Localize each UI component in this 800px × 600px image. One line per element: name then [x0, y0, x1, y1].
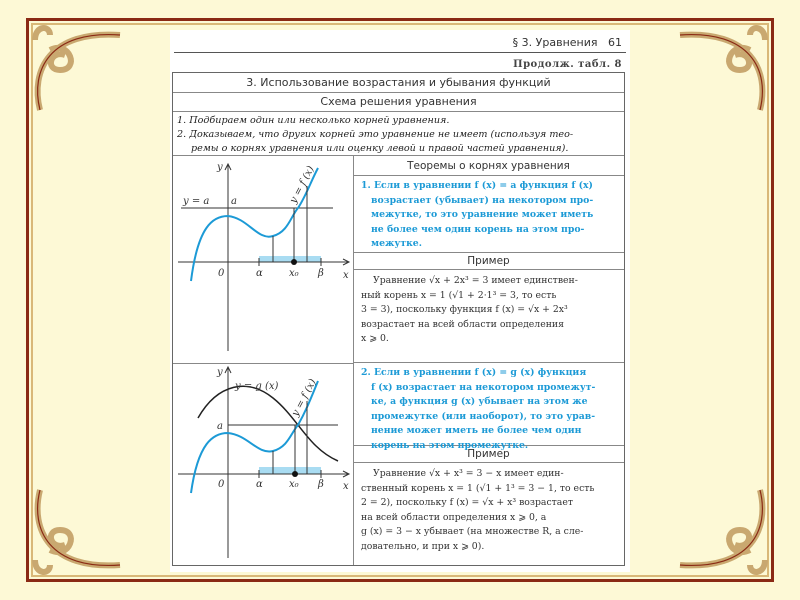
alpha-label: α: [256, 268, 263, 279]
theorem-cell-2: [353, 363, 624, 565]
g-curve-label: y = g (x): [235, 381, 279, 392]
curve-label: y = f (x): [289, 377, 319, 419]
example-title-1: Пример: [353, 253, 624, 270]
example-2: Уравнение √x + x³ = 3 − x имеет един- ственный корень x = 1 (√1 + 1³ = 3 − 1, то есть 2 = 2), поскольку f (x) = √x + x³ возрастает на всей области определения x ⩾ 0, а g (x) = 3 − x убывает (на множестве R, а сле- довательно, и при x ⩾ 0).: [361, 468, 595, 552]
table-title: 3. Использование возрастания и убывания функций: [173, 73, 624, 93]
step-1: 1. Подбираем один или несколько корней уравнения.: [177, 115, 450, 126]
x0-label: x₀: [289, 479, 299, 490]
alpha-label: α: [256, 479, 263, 490]
scheme-title: Схема решения уравнения: [173, 92, 624, 112]
theorem-1: 1. Если в уравнении f (x) = a функция f (x) возрастает (убывает) на некотором про- межутке, то это уравнение может иметь не более чем один корень на этом про- межутке.: [353, 176, 624, 253]
textbook-page: [170, 30, 630, 572]
example-1: Уравнение √x + 2x³ = 3 имеет единствен- ный корень x = 1 (√1 + 2·1³ = 3, то есть 3 = 3), поскольку функция f (x) = √x + 2x³ возрастает на всей области определения x ⩾ 0.: [353, 270, 624, 363]
x-axis-label: x: [343, 270, 349, 281]
graph-f-equals-g: [173, 363, 353, 565]
y-axis-label: y: [217, 162, 223, 173]
root-point: [291, 259, 297, 265]
interval-fill: [259, 467, 321, 474]
ornament-corner-icon: [20, 480, 130, 590]
ornament-corner-icon: [670, 10, 780, 120]
y-axis-label: y: [217, 367, 223, 378]
solution-steps: [173, 111, 624, 156]
beta-label: β: [318, 268, 324, 279]
x-axis-label: x: [343, 481, 349, 492]
beta-label: β: [318, 479, 324, 490]
a-label: a: [231, 196, 237, 207]
origin-label: 0: [218, 479, 225, 490]
x0-label: x₀: [289, 268, 299, 279]
graph-cell-2: [173, 363, 354, 565]
example-title-2: Пример: [353, 446, 624, 463]
graph-cell-1: [173, 156, 354, 364]
line-label: y = a: [183, 196, 210, 207]
step-2: 2. Доказываем, что других корней это уравнение не имеет (используя тео-: [177, 129, 574, 140]
interval-fill: [259, 256, 321, 262]
graph-f-equals-a: [173, 156, 353, 362]
a-label: a: [217, 421, 223, 432]
table-continuation-label: Продолж. табл. 8: [513, 59, 622, 70]
running-header: [513, 36, 622, 49]
curve-label: y = f (x): [287, 164, 317, 206]
section-title: § 3. Уравнения: [512, 36, 598, 49]
header-divider: [174, 52, 626, 53]
page-number: 61: [608, 36, 622, 49]
table-8: [172, 72, 625, 566]
theorem-2: 2. Если в уравнении f (x) = g (x) функция f (x) возрастает на некотором промежут- ке, а функция g (x) убывает на этом же промежутке (или наоборот), то это урав- нение может иметь не более чем один корень на этом промежутке.: [353, 363, 624, 446]
step-2-continued: ремы о корнях уравнения или оценку левой и правой частей уравнения).: [191, 143, 569, 154]
origin-label: 0: [218, 268, 225, 279]
root-point: [292, 471, 298, 477]
theorem-cell-1: [353, 156, 624, 363]
ornament-corner-icon: [20, 10, 130, 120]
ornament-corner-icon: [670, 480, 780, 590]
theorems-title: Теоремы о корнях уравнения: [353, 156, 624, 176]
